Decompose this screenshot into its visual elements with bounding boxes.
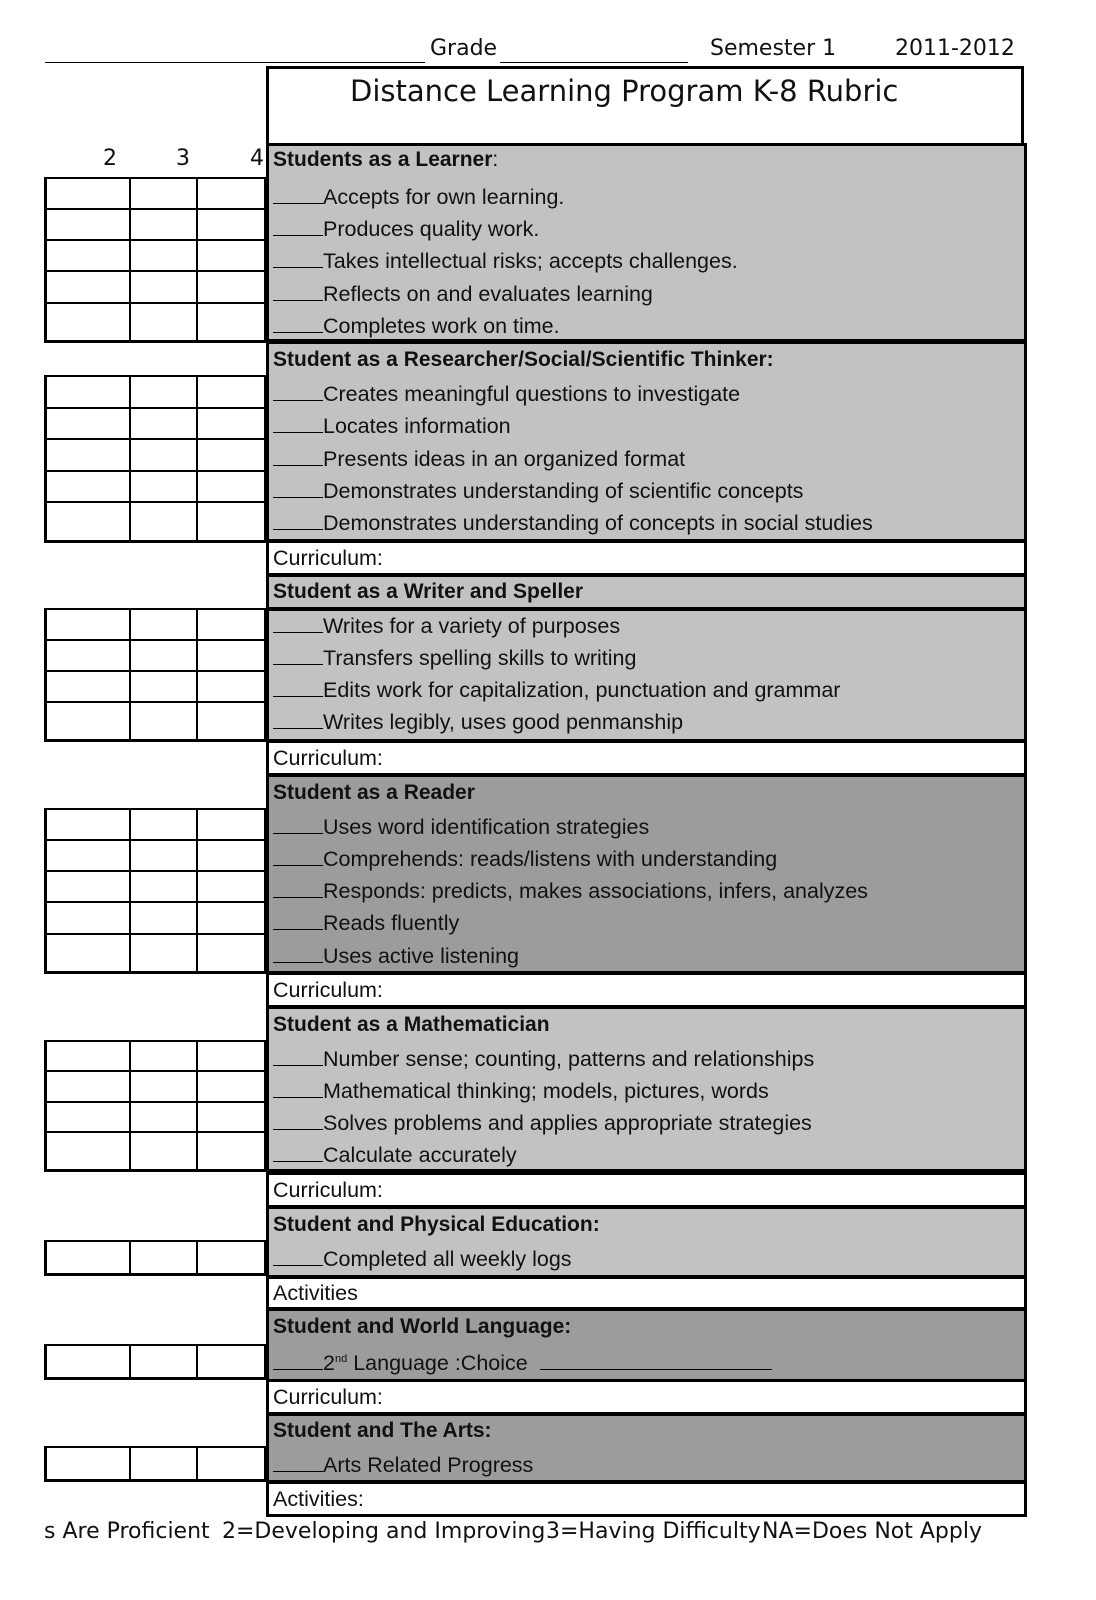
score-blank[interactable] [273,1079,323,1098]
rubric-item: Presents ideas in an organized format [273,447,685,471]
section-math [266,1006,1027,1172]
score-cell[interactable] [197,1102,265,1132]
section-title: Student and Physical Education: [273,1213,600,1236]
score-blank[interactable] [273,614,323,633]
score-cell[interactable] [130,1071,198,1101]
section-reader [266,774,1027,974]
section-title: Student and World Language: [273,1315,572,1338]
score-grid[interactable] [44,177,266,343]
language-choice-blank[interactable] [540,1351,772,1370]
curriculum-label: Curriculum: [273,546,383,570]
score-cell[interactable] [46,1447,130,1481]
score-blank[interactable] [273,815,323,834]
rubric-item: Locates information [273,414,511,438]
score-cell[interactable] [46,702,130,741]
semester-label: Semester 1 [710,36,837,61]
score-cell[interactable] [46,1041,130,1071]
school-year: 2011-2012 [895,36,1015,61]
score-cell[interactable] [130,671,198,702]
score-cell[interactable] [130,408,198,440]
score-blank[interactable] [273,1047,323,1066]
curriculum-row[interactable] [266,740,1027,776]
rubric-item: 2nd Language :Choice [273,1347,772,1375]
page-title: Distance Learning Program K-8 Rubric [350,74,899,108]
score-cell[interactable] [46,609,130,640]
section-writer [266,574,1027,610]
score-blank[interactable] [273,879,323,898]
score-grid[interactable] [44,1240,266,1276]
rubric-item: Solves problems and applies appropriate strategies [273,1111,812,1135]
rubric-item: Uses word identification strategies [273,815,649,839]
score-cell[interactable] [130,809,198,840]
score-cell[interactable] [197,1345,265,1379]
score-cell[interactable] [46,640,130,671]
section-arts [266,1413,1027,1483]
score-blank[interactable] [273,447,323,466]
section-learner [266,143,1027,342]
score-cell[interactable] [197,209,265,240]
score-blank[interactable] [273,282,323,301]
score-cell[interactable] [46,1132,130,1170]
score-cell[interactable] [130,871,198,902]
rubric-item: Uses active listening [273,944,519,968]
curriculum-label: Curriculum: [273,1385,383,1409]
rubric-item: Produces quality work. [273,217,539,241]
score-blank[interactable] [273,911,323,930]
score-grid[interactable] [44,375,266,543]
score-cell[interactable] [46,178,130,209]
score-cell[interactable] [197,640,265,671]
score-blank[interactable] [273,1111,323,1130]
score-cell[interactable] [197,902,265,933]
score-cell[interactable] [130,1132,198,1170]
score-cell[interactable] [46,902,130,933]
score-blank[interactable] [273,414,323,433]
score-blank[interactable] [273,678,323,697]
section-researcher [266,341,1027,542]
rubric-item: Writes legibly, uses good penmanship [273,710,683,734]
score-cell[interactable] [46,471,130,503]
score-cell[interactable] [46,840,130,871]
score-cell[interactable] [130,1041,198,1071]
score-blank[interactable] [273,1453,323,1472]
score-cell[interactable] [197,439,265,471]
score-blank[interactable] [273,185,323,204]
score-cell[interactable] [130,1241,198,1275]
score-cell[interactable] [197,1241,265,1275]
rubric-item: Accepts for own learning. [273,185,564,209]
score-cell[interactable] [46,1345,130,1379]
score-blank[interactable] [273,382,323,401]
score-blank[interactable] [273,1143,323,1162]
rubric-item: Transfers spelling skills to writing [273,646,636,670]
score-cell[interactable] [197,671,265,702]
grade-blank[interactable] [500,42,688,63]
score-cell[interactable] [197,303,265,342]
score-cell[interactable] [46,303,130,342]
curriculum-label: Curriculum: [273,746,383,770]
score-cell[interactable] [197,1071,265,1101]
legend-item: NA=Does Not Apply [762,1519,982,1544]
score-cell[interactable] [130,640,198,671]
name-blank[interactable] [45,42,425,63]
score-blank[interactable] [273,847,323,866]
score-cell[interactable] [197,502,265,541]
curriculum-row[interactable] [266,972,1027,1008]
rubric-item: Demonstrates understanding of scientific concepts [273,479,803,503]
rubric-item: Mathematical thinking; models, pictures, words [273,1079,769,1103]
score-cell[interactable] [197,1132,265,1170]
score-blank[interactable] [273,1351,323,1370]
rubric-item: Number sense; counting, patterns and relationships [273,1047,814,1071]
activities-label: Activities [273,1281,358,1305]
score-cell[interactable] [130,902,198,933]
rubric-item: Calculate accurately [273,1143,517,1167]
rubric-item: Arts Related Progress [273,1453,533,1477]
score-cell[interactable] [197,609,265,640]
score-cell[interactable] [46,871,130,902]
score-cell[interactable] [197,871,265,902]
curriculum-label: Curriculum: [273,978,383,1002]
rubric-item: Demonstrates understanding of concepts in social studies [273,511,873,535]
section-world-language [266,1308,1027,1382]
score-blank[interactable] [273,217,323,236]
legend-item: s Are Proficient [44,1519,210,1544]
score-cell[interactable] [46,934,130,973]
score-cell[interactable] [130,240,198,271]
rubric-item: Completed all weekly logs [273,1247,572,1271]
score-grid[interactable] [44,1344,266,1380]
curriculum-row[interactable] [266,1172,1027,1208]
score-cell[interactable] [130,934,198,973]
score-cell[interactable] [130,1102,198,1132]
scale-header-4: 4 [250,146,264,171]
rubric-item: Writes for a variety of purposes [273,614,620,638]
scale-header-2: 2 [103,146,117,171]
score-cell[interactable] [197,934,265,973]
score-cell[interactable] [130,209,198,240]
section-pe [266,1206,1027,1278]
score-grid[interactable] [44,608,266,742]
rubric-item: Comprehends: reads/listens with understanding [273,847,777,871]
score-cell[interactable] [130,303,198,342]
score-cell[interactable] [46,209,130,240]
section-title: Student as a Reader [273,781,475,804]
score-cell[interactable] [46,376,130,408]
section-title: Student as a Researcher/Social/Scientific Thinker: [273,348,774,371]
score-blank[interactable] [273,710,323,729]
activities-label: Activities: [273,1487,364,1511]
curriculum-row[interactable] [266,1379,1027,1415]
score-cell[interactable] [197,471,265,503]
score-blank[interactable] [273,479,323,498]
score-cell[interactable] [130,271,198,302]
score-cell[interactable] [130,178,198,209]
score-blank[interactable] [273,944,323,963]
score-cell[interactable] [197,240,265,271]
score-cell[interactable] [46,502,130,541]
score-cell[interactable] [46,439,130,471]
grade-label: Grade [430,36,498,61]
section-title: Student as a Mathematician [273,1013,550,1036]
score-cell[interactable] [197,178,265,209]
rubric-item: Completes work on time. [273,314,560,338]
score-cell[interactable] [46,240,130,271]
score-blank[interactable] [273,249,323,268]
score-cell[interactable] [130,471,198,503]
rubric-item: Reads fluently [273,911,459,935]
score-cell[interactable] [197,702,265,741]
score-grid[interactable] [44,1040,266,1172]
score-blank[interactable] [273,511,323,530]
score-cell[interactable] [130,702,198,741]
rubric-item: Responds: predicts, makes associations, infers, analyzes [273,879,868,903]
activities-row[interactable] [266,1276,1027,1310]
score-cell[interactable] [46,408,130,440]
section-title: Students as a Learner: [273,148,499,171]
rubric-item: Creates meaningful questions to investigate [273,382,740,406]
rubric-item: Reflects on and evaluates learning [273,282,653,306]
rubric-item: Takes intellectual risks; accepts challenges. [273,249,738,273]
score-blank[interactable] [273,1247,323,1266]
score-cell[interactable] [197,840,265,871]
score-cell[interactable] [46,271,130,302]
score-cell[interactable] [46,1241,130,1275]
curriculum-row[interactable] [266,540,1027,576]
curriculum-label: Curriculum: [273,1178,383,1202]
legend-item: 3=Having Difficulty [546,1519,761,1544]
score-cell[interactable] [130,840,198,871]
section-writer-items [266,608,1027,742]
score-cell[interactable] [130,502,198,541]
score-cell[interactable] [197,809,265,840]
score-cell[interactable] [130,1345,198,1379]
score-cell[interactable] [197,408,265,440]
score-cell[interactable] [197,1041,265,1071]
score-cell[interactable] [197,271,265,302]
score-cell[interactable] [46,809,130,840]
score-cell[interactable] [46,1102,130,1132]
score-cell[interactable] [197,376,265,408]
rubric-item: Edits work for capitalization, punctuation and grammar [273,678,840,702]
score-cell[interactable] [130,439,198,471]
score-cell[interactable] [130,376,198,408]
score-grid[interactable] [44,1446,266,1482]
score-cell[interactable] [197,1447,265,1481]
score-blank[interactable] [273,314,323,333]
score-cell[interactable] [130,1447,198,1481]
scale-header-3: 3 [176,146,190,171]
score-grid[interactable] [44,808,266,974]
score-cell[interactable] [130,609,198,640]
section-title: Student and The Arts: [273,1419,492,1442]
score-cell[interactable] [46,671,130,702]
section-title: Student as a Writer and Speller [273,580,584,603]
legend-item: 2=Developing and Improving [222,1519,546,1544]
activities-row[interactable] [266,1481,1027,1517]
score-cell[interactable] [46,1071,130,1101]
score-blank[interactable] [273,646,323,665]
